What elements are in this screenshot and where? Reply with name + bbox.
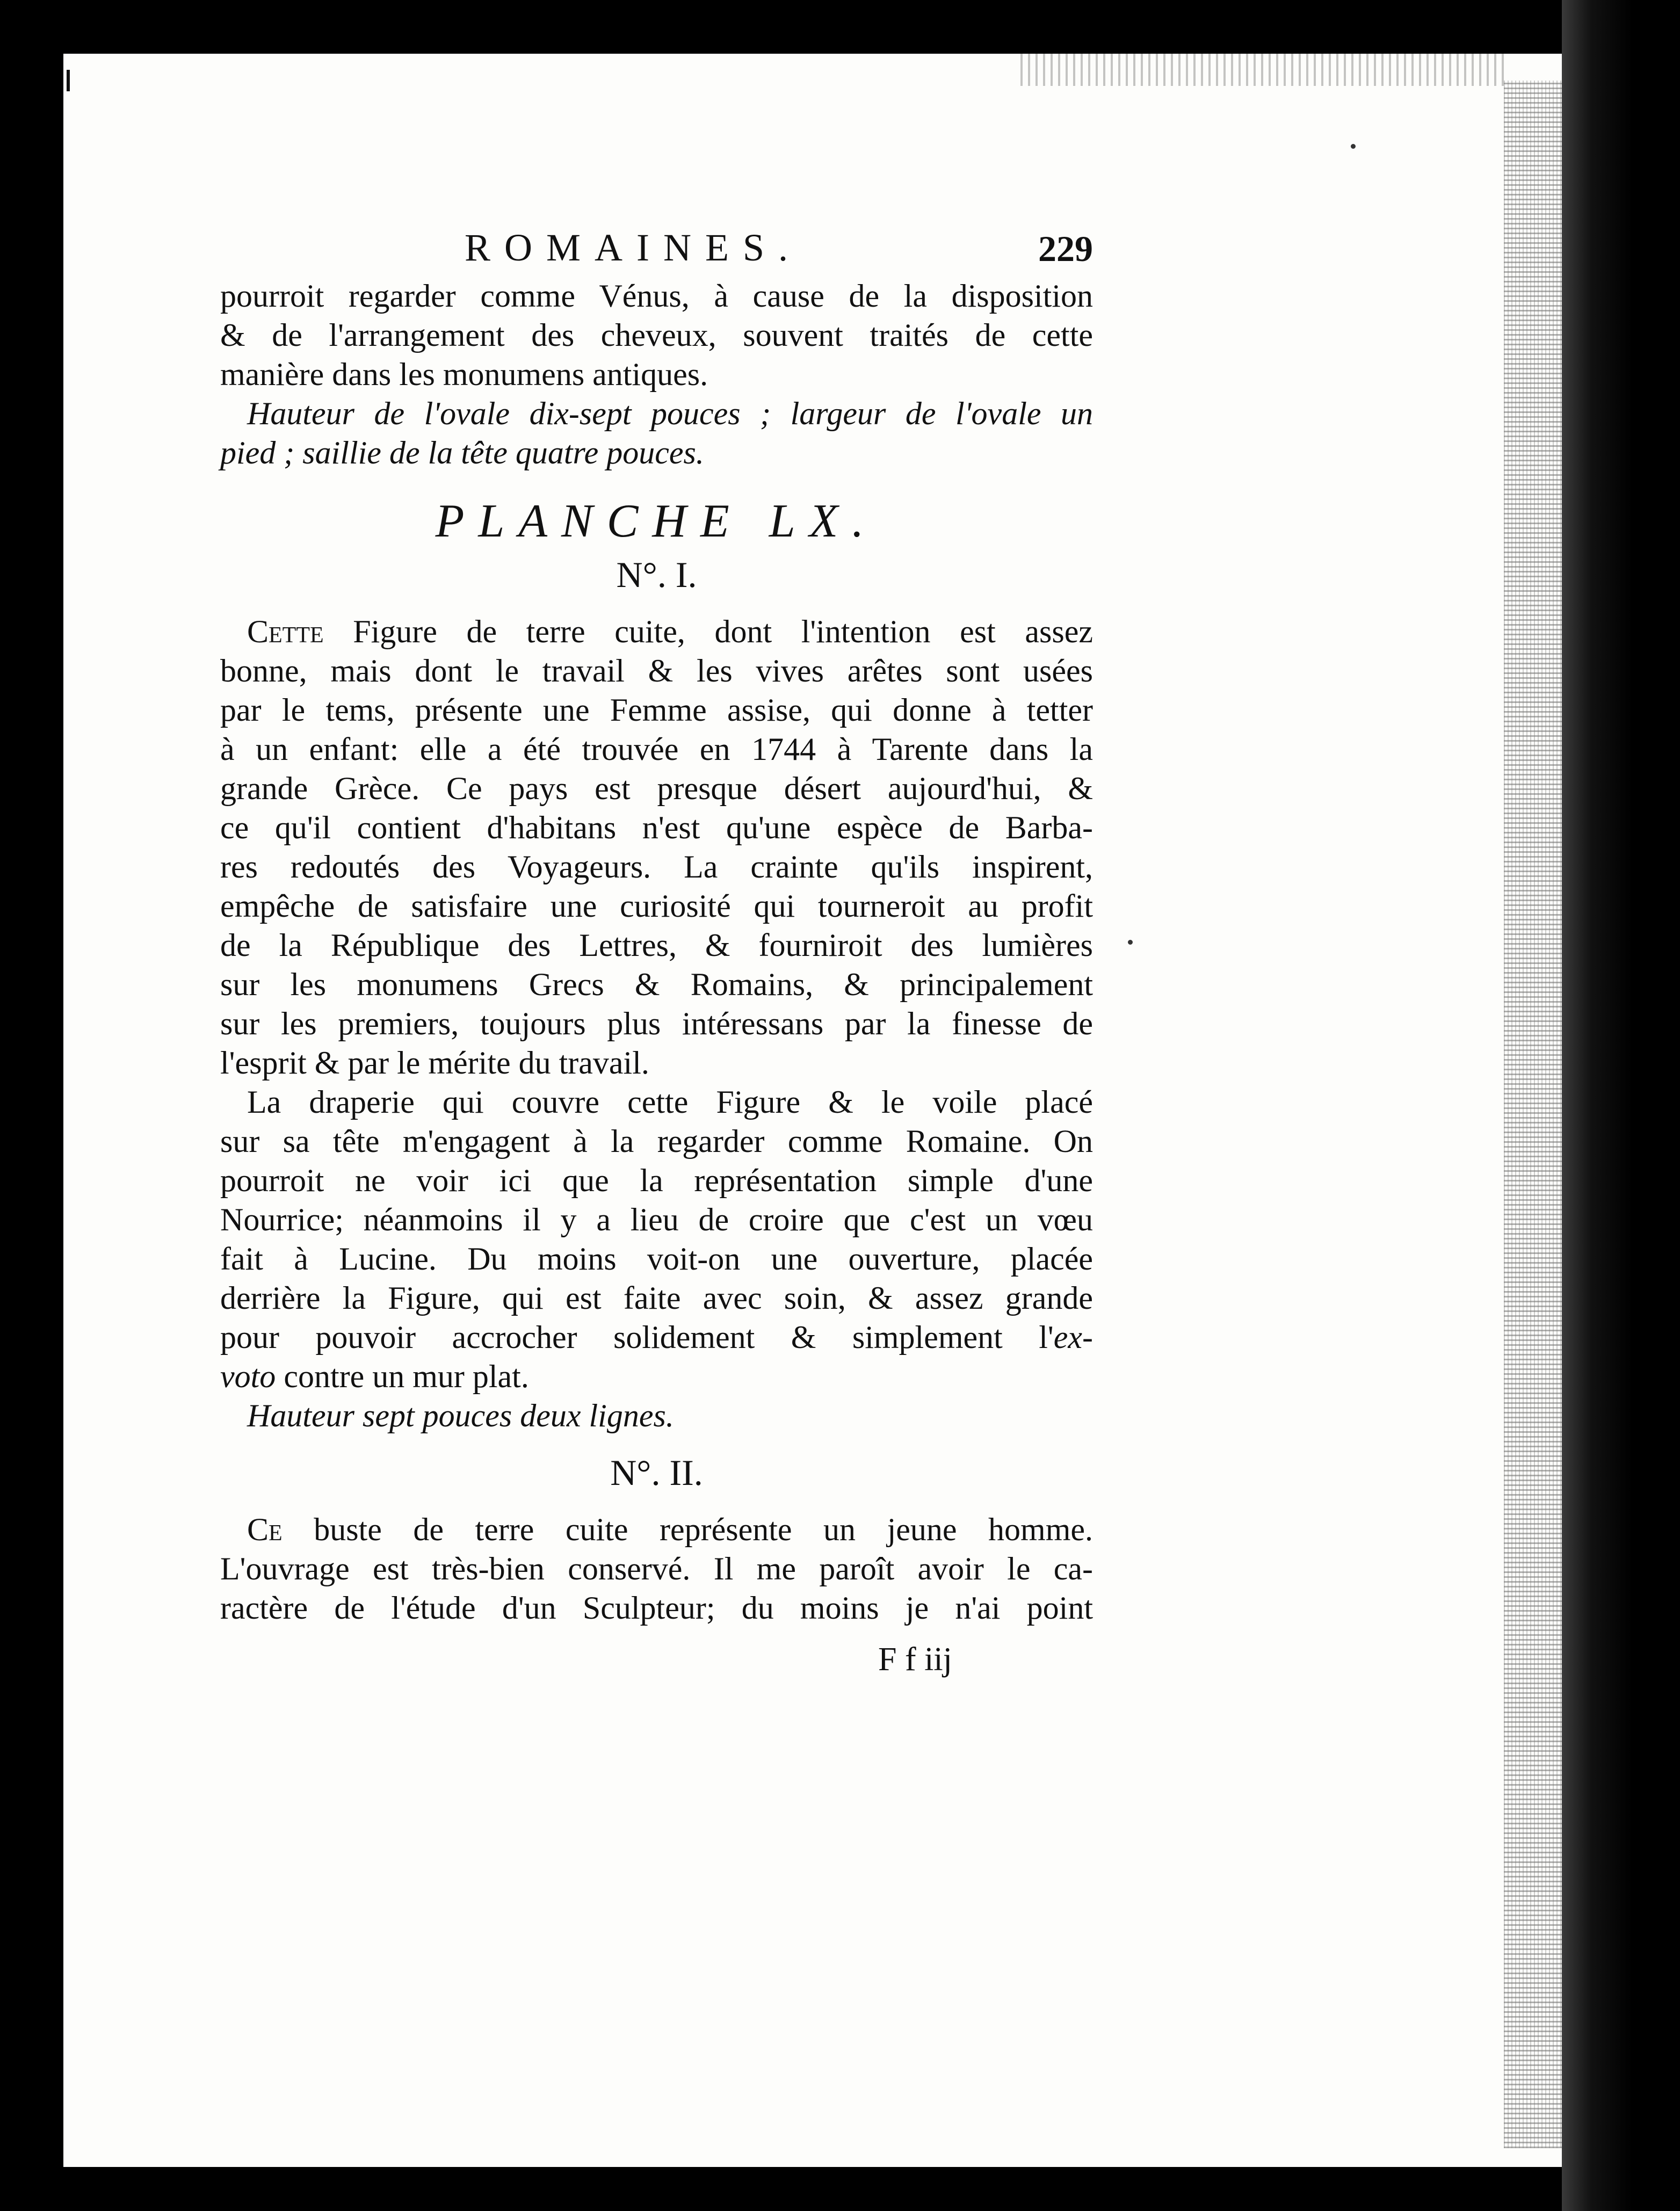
text-line [220, 1318, 1093, 1357]
page-number: 229 [1038, 228, 1093, 269]
text-line: & de l'arrangement des cheveux, souvent traités de cette [220, 317, 1093, 353]
text-line: Nourrice; néanmoins il y a lieu de croire que c'est un vœu [220, 1202, 1093, 1237]
text-line: grande Grèce. Ce pays est presque désert aujourd'hui, & [220, 771, 1093, 806]
scan-gutter [1562, 0, 1680, 2211]
section-number: N°. II. [610, 1452, 703, 1493]
text-line: L'ouvrage est très-bien conservé. Il me paroît avoir le ca- [220, 1551, 1093, 1586]
text-span: buste de terre cuite représente un jeune homme. [282, 1512, 1093, 1547]
text-line: l'esprit & par le mérite du travail. [220, 1045, 649, 1081]
dimensions-line: Hauteur de l'ovale dix-sept pouces ; largeur de l'ovale un [247, 396, 1093, 431]
text-line: à un enfant: elle a été trouvée en 1744 à Tarente dans la [220, 731, 1093, 767]
text-line: derrière la Figure, qui est faite avec soin, & assez grande [220, 1280, 1093, 1316]
scan-mark [67, 70, 70, 91]
text-line: pourroit regarder comme Vénus, à cause de la disposition [220, 278, 1093, 314]
lead-word: Ce [247, 1512, 283, 1547]
text-span: Figure de terre cuite, dont l'intention est assez [323, 614, 1093, 649]
running-head: ROMAINES. [465, 226, 802, 269]
signature-mark: F f iij [878, 1641, 952, 1678]
text-span: pour pouvoir accrocher solidement & simplement l' [220, 1320, 1054, 1355]
text-line: par le tems, présente une Femme assise, qui donne à tetter [220, 692, 1093, 728]
text-line: manière dans les monumens antiques. [220, 357, 708, 392]
text-line [220, 612, 1093, 651]
page-header [220, 226, 1093, 277]
section-number: N°. I. [616, 554, 697, 595]
text-line [220, 1510, 1093, 1549]
text-line: sur sa tête m'engagent à la regarder comme Romaine. On [220, 1123, 1093, 1159]
text-span-italic: voto [220, 1359, 276, 1394]
text-span: contre un mur plat. [276, 1359, 529, 1394]
text-line: de la République des Lettres, & fourniroit des lumières [220, 927, 1093, 963]
text-line: sur les monumens Grecs & Romains, & principalement [220, 967, 1093, 1002]
text-line: bonne, mais dont le travail & les vives arêtes sont usées [220, 653, 1093, 688]
text-line: sur les premiers, toujours plus intéressans par la finesse de [220, 1006, 1093, 1041]
dimensions-line: Hauteur sept pouces deux lignes. [247, 1398, 674, 1433]
text-line: empêche de satisfaire une curiosité qui tourneroit au profit [220, 888, 1093, 924]
plate-title: PLANCHE LX. [435, 495, 878, 547]
text-line [220, 1357, 1093, 1396]
scan-dot [1128, 940, 1133, 945]
text-line: res redoutés des Voyageurs. La crainte qu'ils inspirent, [220, 849, 1093, 885]
text-line: ractère de l'étude d'un Sculpteur; du moins je n'ai point [220, 1590, 1093, 1626]
lead-word: Cette [247, 614, 324, 649]
dimensions-line: pied ; saillie de la tête quatre pouces. [220, 435, 704, 470]
scan-smudge [1020, 54, 1504, 86]
text-line: ce qu'il contient d'habitans n'est qu'une espèce de Barba- [220, 810, 1093, 845]
scan-dot [1351, 144, 1356, 149]
text-line: fait à Lucine. Du moins voit-on une ouverture, placée [220, 1241, 1093, 1277]
text-span-italic: ex- [1053, 1320, 1093, 1355]
text-line: La draperie qui couvre cette Figure & le voile placé [247, 1084, 1093, 1120]
page-text [220, 226, 1093, 1628]
text-line: pourroit ne voir ici que la représentation simple d'une [220, 1163, 1093, 1198]
